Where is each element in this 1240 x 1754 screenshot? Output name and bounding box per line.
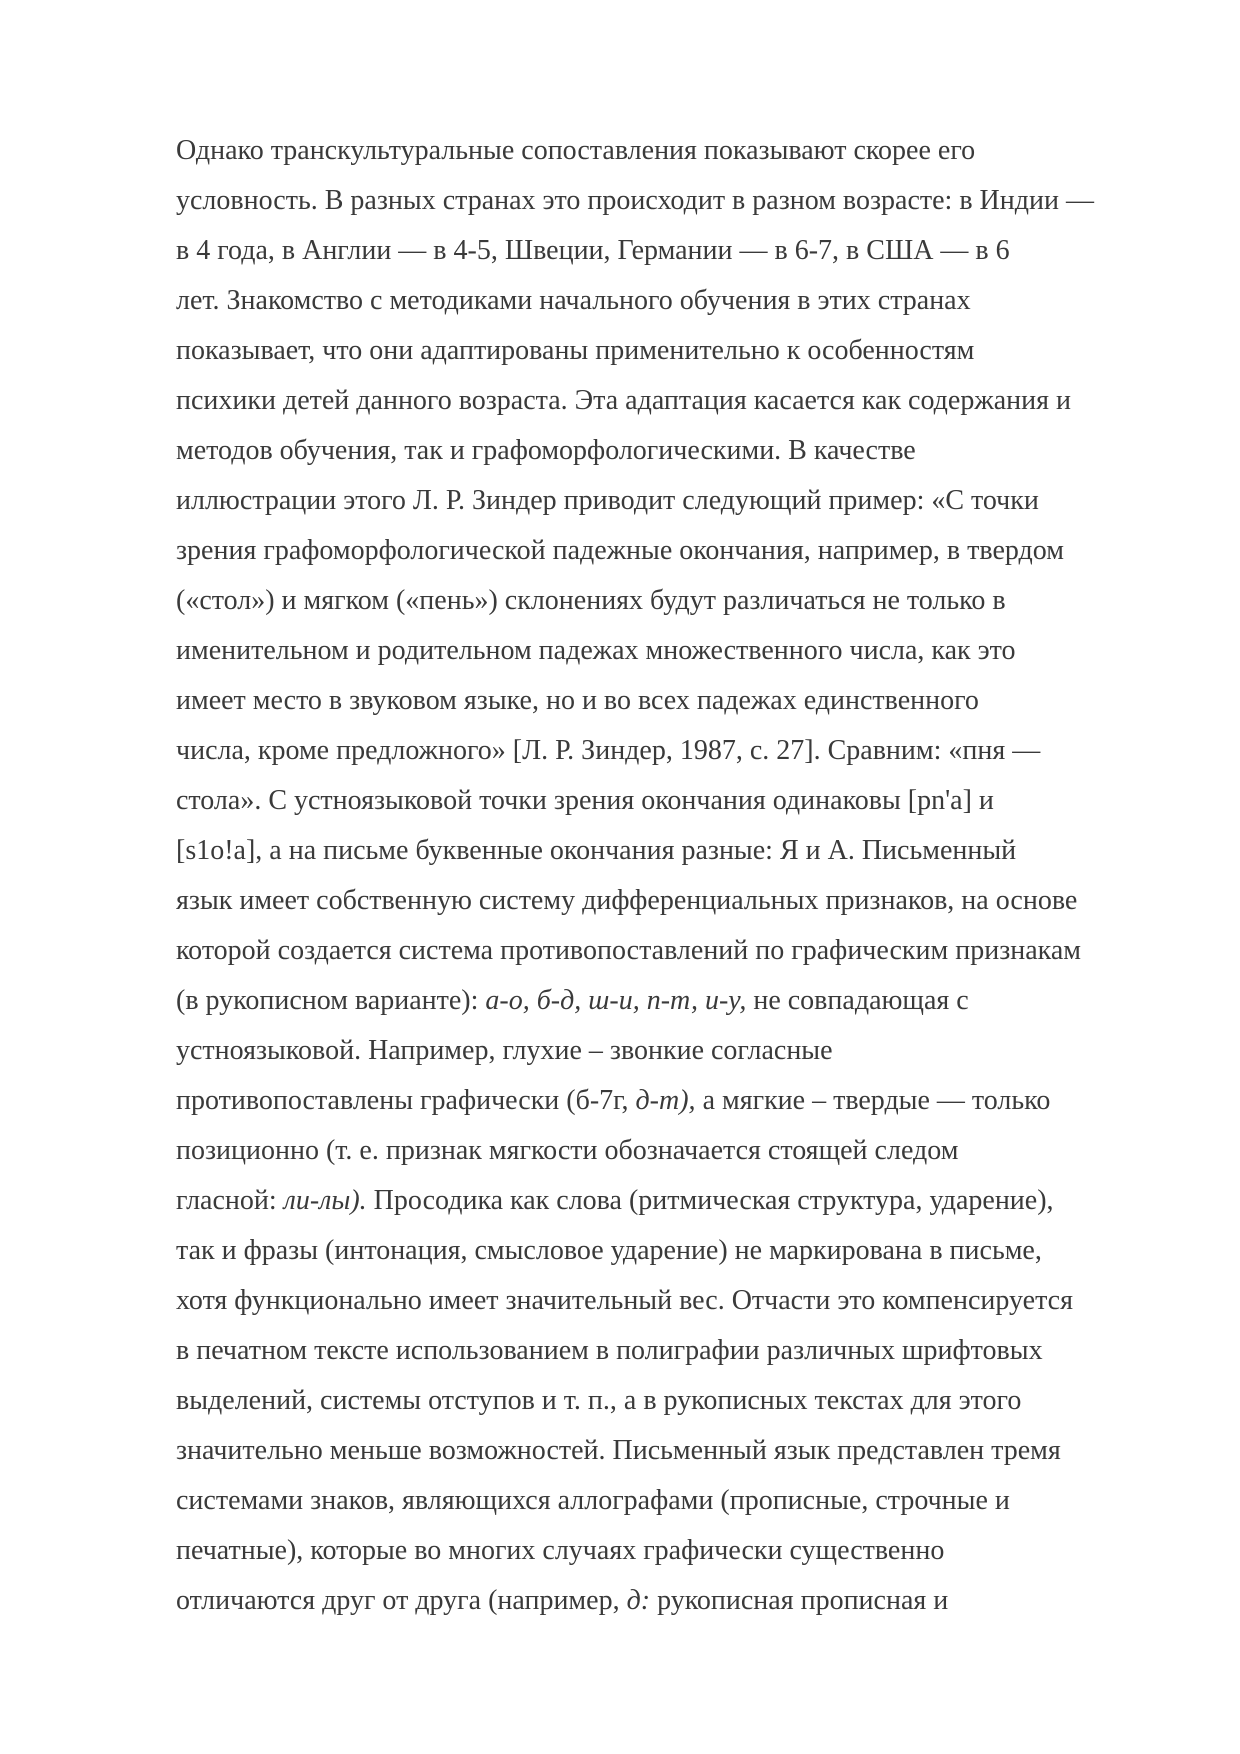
- text-segment: позиционно (т. е. признак мягкости обозначается стоящей следом: [176, 1135, 959, 1166]
- text-segment: отличаются друг от друга (например,: [176, 1585, 627, 1616]
- text-segment: показывает, что они адаптированы применительно к особенностям: [176, 335, 975, 366]
- text-segment: Однако транскультуральные сопоставления показывают скорее его: [176, 135, 976, 166]
- italic-text-segment: д-т),: [635, 1085, 696, 1116]
- text-line: [176, 276, 1146, 326]
- text-line: [176, 1526, 1146, 1576]
- text-line: [176, 376, 1146, 426]
- text-line: [176, 626, 1146, 676]
- text-segment: которой создается система противопоставлений по графическим признакам: [176, 935, 1082, 966]
- text-segment: гласной:: [176, 1185, 284, 1216]
- text-line: [176, 1276, 1146, 1326]
- text-segment: иллюстрации этого Л. Р. Зиндер приводит следующий пример: «С точки: [176, 485, 1039, 516]
- text-segment: именительном и родительном падежах множественного числа, как это: [176, 635, 1016, 666]
- text-segment: в 4 года, в Англии — в 4-5, Швеции, Германии — в 6-7, в США — в 6: [176, 235, 1010, 266]
- text-line: [176, 1376, 1146, 1426]
- text-line: [176, 1476, 1146, 1526]
- italic-text-segment: а-о, б-д, ш-и, п-т, и-у,: [485, 985, 747, 1016]
- text-segment: имеет место в звуковом языке, но и во всех падежах единственного: [176, 685, 979, 716]
- text-segment: так и фразы (интонация, смысловое ударение) не маркирована в письме,: [176, 1235, 1042, 1266]
- text-line: [176, 1176, 1146, 1226]
- text-segment: значительно меньше возможностей. Письменный язык представлен тремя: [176, 1435, 1061, 1466]
- text-line: [176, 976, 1146, 1026]
- text-segment: устноязыковой. Например, глухие – звонкие согласные: [176, 1035, 833, 1066]
- text-line: [176, 726, 1146, 776]
- text-segment: Просодика как слова (ритмическая структура, ударение),: [366, 1185, 1054, 1216]
- text-segment: [s1o!a], а на письме буквенные окончания разные: Я и А. Письменный: [176, 835, 1017, 866]
- text-line: [176, 326, 1146, 376]
- text-line: [176, 676, 1146, 726]
- text-segment: (в рукописном варианте):: [176, 985, 486, 1016]
- text-line: [176, 826, 1146, 876]
- text-line: [176, 226, 1146, 276]
- text-segment: противопоставлены графически (б-7г,: [176, 1085, 636, 1116]
- text-segment: психики детей данного возраста. Эта адаптация касается как содержания и: [176, 385, 1071, 416]
- body-text: [176, 126, 1146, 1626]
- text-line: [176, 476, 1146, 526]
- italic-text-segment: д:: [626, 1585, 651, 1616]
- text-line: [176, 1326, 1146, 1376]
- text-segment: зрения графоморфологической падежные окончания, например, в твердом: [176, 535, 1064, 566]
- text-line: [176, 126, 1146, 176]
- text-line: [176, 576, 1146, 626]
- text-segment: числа, кроме предложного» [Л. Р. Зиндер, 1987, с. 27]. Сравним: «пня —: [176, 735, 1041, 766]
- text-line: [176, 776, 1146, 826]
- text-segment: хотя функционально имеет значительный вес. Отчасти это компенсируется: [176, 1285, 1073, 1316]
- text-segment: печатные), которые во многих случаях графически существенно: [176, 1535, 945, 1566]
- text-line: [176, 1426, 1146, 1476]
- text-line: [176, 926, 1146, 976]
- text-line: [176, 526, 1146, 576]
- text-segment: условность. В разных странах это происходит в разном возрасте: в Индии —: [176, 185, 1094, 216]
- text-line: [176, 176, 1146, 226]
- text-segment: выделений, системы отступов и т. п., а в рукописных текстах для этого: [176, 1385, 1022, 1416]
- text-line: [176, 426, 1146, 476]
- text-segment: не совпадающая с: [746, 985, 969, 1016]
- text-segment: («стол») и мягком («пень») склонениях будут различаться не только в: [176, 585, 1006, 616]
- text-line: [176, 1126, 1146, 1176]
- text-line: [176, 1076, 1146, 1126]
- text-segment: а мягкие – твердые — только: [695, 1085, 1051, 1116]
- text-line: [176, 876, 1146, 926]
- text-segment: язык имеет собственную систему дифференциальных признаков, на основе: [176, 885, 1078, 916]
- text-segment: в печатном тексте использованием в полиграфии различных шрифтовых: [176, 1335, 1043, 1366]
- text-line: [176, 1226, 1146, 1276]
- text-segment: системами знаков, являющихся аллографами (прописные, строчные и: [176, 1485, 1010, 1516]
- text-segment: методов обучения, так и графоморфологическими. В качестве: [176, 435, 916, 466]
- text-segment: стола». С устноязыковой точки зрения окончания одинаковы [pn'a] и: [176, 785, 994, 816]
- text-line: [176, 1576, 1146, 1626]
- text-line: [176, 1026, 1146, 1076]
- italic-text-segment: ли-лы).: [283, 1185, 367, 1216]
- text-segment: рукописная прописная и: [650, 1585, 949, 1616]
- text-segment: лет. Знакомство с методиками начального обучения в этих странах: [176, 285, 971, 316]
